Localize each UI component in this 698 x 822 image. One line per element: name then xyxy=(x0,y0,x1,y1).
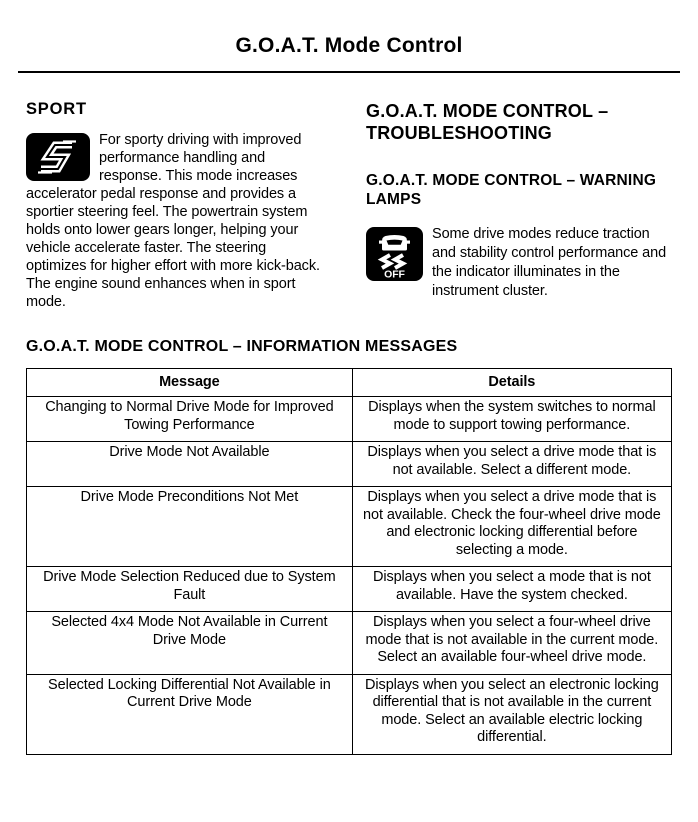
car-silhouette xyxy=(379,235,410,251)
warning-lamps-paragraph xyxy=(366,225,670,301)
message-cell: Changing to Normal Drive Mode for Improved Towing Performance xyxy=(27,397,353,442)
column-header-message: Message xyxy=(27,369,353,397)
stability-control-off-icon xyxy=(366,227,423,281)
details-cell: Displays when the system switches to normal mode to support towing performance. xyxy=(352,397,671,442)
sport-section xyxy=(26,100,330,311)
details-cell: Displays when you select a mode that is not available. Have the system checked. xyxy=(352,567,671,612)
message-cell: Selected 4x4 Mode Not Available in Current Drive Mode xyxy=(27,612,353,675)
stylized-s-glyph xyxy=(38,142,76,173)
two-column-area xyxy=(26,100,672,311)
troubleshooting-section xyxy=(366,100,670,311)
warning-lamps-heading: G.O.A.T. MODE CONTROL – WARNING LAMPS xyxy=(366,172,657,208)
message-cell: Selected Locking Differential Not Available in Current Drive Mode xyxy=(27,674,353,754)
information-messages-table xyxy=(26,368,672,755)
title-divider xyxy=(18,71,680,73)
troubleshooting-heading: G.O.A.T. MODE CONTROL – TROUBLESHOOTING xyxy=(366,101,609,143)
details-cell: Displays when you select a four-wheel drive mode that is not available in the current mode. Select an available four-wheel drive mode. xyxy=(352,612,671,675)
table-header-row xyxy=(27,369,672,397)
off-label: OFF xyxy=(384,268,405,281)
warning-lamps-body-text: Some drive modes reduce traction and stability control performance and the indicator illuminates in the instrument cluster. xyxy=(432,226,667,299)
details-cell: Displays when you select a drive mode that is not available. Select a different mode. xyxy=(352,442,671,487)
sport-body-text: For sporty driving with improved performance handling and response. This mode increases accelerator pedal response and provides a sportier steering feel. The powertrain system holds onto lower gears longer, helping your vehicle accelerate faster. The steering optimizes for higher effort with more kick-back. The engine sound enhances when in sport mode. xyxy=(26,132,320,310)
details-cell: Displays when you select an electronic locking differential that is not available in the current mode. Select an available electric locking differential. xyxy=(352,674,671,754)
message-cell: Drive Mode Not Available xyxy=(27,442,353,487)
sport-heading: SPORT xyxy=(26,100,87,118)
column-header-details: Details xyxy=(352,369,671,397)
sport-paragraph xyxy=(26,131,330,311)
table-row xyxy=(27,487,672,567)
table-row xyxy=(27,442,672,487)
information-messages-heading: G.O.A.T. MODE CONTROL – INFORMATION MESSAGES xyxy=(26,338,458,355)
information-messages-section xyxy=(26,337,672,755)
table-row xyxy=(27,567,672,612)
message-cell: Drive Mode Preconditions Not Met xyxy=(27,487,353,567)
skid-marks xyxy=(382,255,403,268)
message-cell: Drive Mode Selection Reduced due to System Fault xyxy=(27,567,353,612)
sport-mode-icon xyxy=(26,133,90,181)
details-cell: Displays when you select a drive mode that is not available. Check the four-wheel drive mode and electronic locking differential before selecting a mode. xyxy=(352,487,671,567)
table-row xyxy=(27,397,672,442)
table-row xyxy=(27,674,672,754)
table-row xyxy=(27,612,672,675)
page-title: G.O.A.T. Mode Control xyxy=(235,34,463,57)
